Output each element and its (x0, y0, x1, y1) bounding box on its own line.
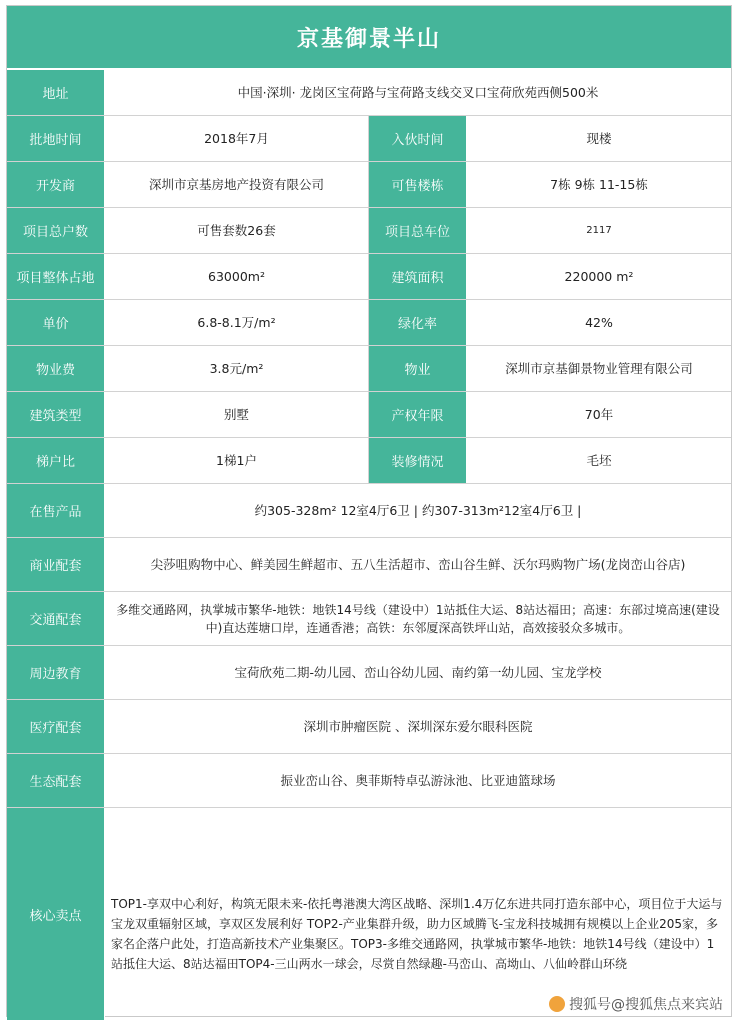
table-row-medical (7, 700, 731, 754)
row-label: 地址 (7, 70, 105, 115)
table-row (7, 300, 731, 346)
row-value: 42% (585, 315, 613, 330)
table-row (7, 162, 731, 208)
table-row (7, 346, 731, 392)
row-label: 梯户比 (7, 438, 105, 483)
row-value: 2018年7月 (105, 116, 369, 161)
row-value: 6.8-8.1万/m² (105, 300, 369, 345)
row-label: 项目总户数 (7, 208, 105, 253)
row-value: 多维交通路网，执掌城市繁华-地铁：地铁14号线（建设中）1站抵住大运、8站达福田；高速：东部过境高速(建设中)直达莲塘口岸，连通香港；高铁：东邻厦深高铁坪山站，高效接驳众多城市。 (116, 602, 720, 635)
row-value: 约305-328m² 12室4厅6卫 | 约307-313m²12室4厅6卫 | (254, 503, 582, 518)
row-value: TOP1-享双中心利好，构筑无限未来-依托粤港澳大湾区战略、深圳1.4万亿东进共同打造东部中心，项目位于大运与宝龙双重辐射区域，享双区发展利好 TOP2-产业集群升级，助力区域腾飞-宝龙科技城拥有规模以上企业205家，多家名企落户此处，打造高新技术产业集聚区。TOP3-多维交通路网，执掌城市繁华-地铁：地铁14号线（建设中）1站抵住大运、8站达福田TOP4-三山两水一球会，尽赏自然绿趣-马峦山、高坳山、八仙岭群山环绕 (111, 897, 723, 971)
row-value: 2117 (586, 225, 612, 236)
table-row-commerce (7, 538, 731, 592)
row-label: 核心卖点 (7, 808, 105, 1020)
row-label: 装修情况 (369, 438, 467, 483)
row-value: 1梯1户 (105, 438, 369, 483)
row-value: 深圳市京基房地产投资有限公司 (105, 162, 369, 207)
row-label: 项目总车位 (369, 208, 467, 253)
table-row-selling-points (7, 808, 731, 1020)
row-label: 物业费 (7, 346, 105, 391)
row-label: 在售产品 (7, 484, 105, 537)
table-row (7, 208, 731, 254)
info-grid (7, 70, 731, 1020)
row-value: 3.8元/m² (105, 346, 369, 391)
row-value: 尖莎咀购物中心、鲜美园生鲜超市、五八生活超市、峦山谷生鲜、沃尔玛购物广场(龙岗峦山谷店) (150, 557, 686, 572)
table-row (7, 392, 731, 438)
sohu-logo-icon (549, 996, 565, 1012)
row-label: 可售楼栋 (369, 162, 467, 207)
row-label: 单价 (7, 300, 105, 345)
row-label: 医疗配套 (7, 700, 105, 753)
table-row-ecology (7, 754, 731, 808)
watermark-text: 搜狐号@搜狐焦点来宾站 (569, 997, 723, 1013)
row-value: 别墅 (105, 392, 369, 437)
row-label: 批地时间 (7, 116, 105, 161)
row-value: 振业峦山谷、奥菲斯特卓弘游泳池、比亚迪篮球场 (280, 773, 556, 788)
row-value: 220000 m² (564, 269, 634, 284)
row-value: 宝荷欣苑二期-幼儿园、峦山谷幼儿园、南约第一幼儿园、宝龙学校 (234, 665, 602, 680)
table-row (7, 438, 731, 484)
watermark (549, 994, 723, 1014)
row-label: 建筑类型 (7, 392, 105, 437)
table-row (7, 254, 731, 300)
row-value: 中国·深圳· 龙岗区宝荷路与宝荷路支线交叉口宝荷欣苑西侧500米 (237, 85, 599, 100)
row-label: 商业配套 (7, 538, 105, 591)
row-value: 70年 (584, 407, 614, 422)
row-value: 63000m² (105, 254, 369, 299)
row-label: 交通配套 (7, 592, 105, 645)
table-row-transport (7, 592, 731, 646)
row-label: 周边教育 (7, 646, 105, 699)
row-label: 入伙时间 (369, 116, 467, 161)
table-row (7, 116, 731, 162)
row-label: 生态配套 (7, 754, 105, 807)
table-row-address (7, 70, 731, 116)
row-label: 绿化率 (369, 300, 467, 345)
row-label: 产权年限 (369, 392, 467, 437)
table-row-education (7, 646, 731, 700)
row-value: 可售套数26套 (105, 208, 369, 253)
row-value: 深圳市京基御景物业管理有限公司 (505, 361, 693, 376)
page-title: 京基御景半山 (7, 6, 731, 68)
row-value: 现楼 (586, 131, 612, 146)
project-info-table (6, 5, 732, 1017)
row-label: 开发商 (7, 162, 105, 207)
row-value: 深圳市肿瘤医院 、深圳深东爱尔眼科医院 (303, 719, 533, 734)
row-value: 7栋 9栋 11-15栋 (550, 177, 648, 192)
row-value: 毛坯 (586, 453, 612, 468)
row-label: 建筑面积 (369, 254, 467, 299)
table-row-products (7, 484, 731, 538)
row-label: 项目整体占地 (7, 254, 105, 299)
row-label: 物业 (369, 346, 467, 391)
